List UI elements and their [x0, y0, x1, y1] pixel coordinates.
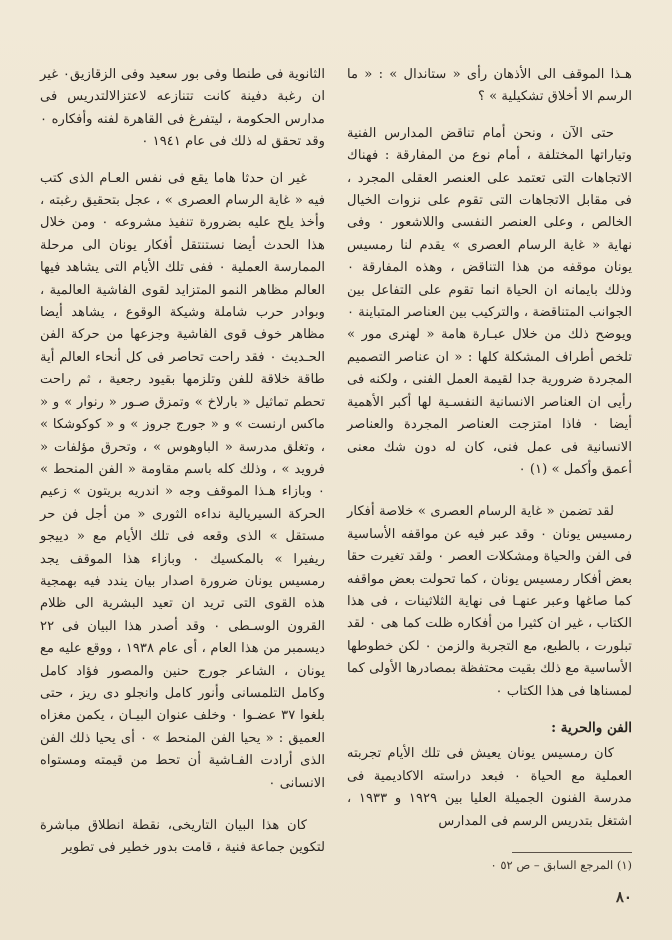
right-paragraph-1: هـذا الموقف الى الأذهان رأى « ستاندال » : « ما الرسم الا أخلاق تشكيلية » ؟ [347, 67, 632, 105]
right-column [347, 64, 632, 853]
footnote: (١) المرجع السابق – ص ٥٢ ٠ [490, 858, 632, 872]
section-heading: الفن والحرية : [551, 719, 632, 736]
left-paragraph-1: الثانوية فى طنطا وفى بور سعيد وفى الزقازيق٠ غير ان رغبة دفينة كانت تتنازعه لاعتزالالتدريس فى مدارس الحكومة ، ليتفرغ فى القاهرة لفنه وأفكاره ٠ وقد تحقق له ذلك فى عام ١٩٤١ ٠ [40, 67, 325, 150]
page-number: ٨٠ [615, 888, 632, 906]
footnote-divider [512, 852, 632, 853]
left-paragraph-3: كان هذا البيان التاريخى، نقطة انطلاق مباشرة لتكوين جماعة فنية ، قامت بدور خطير فى تطوير [40, 818, 325, 856]
left-column [40, 64, 325, 880]
right-paragraph-2: حتى الآن ، ونحن أمام تناقض المدارس الفنية وتياراتها المختلفة ، أمام نوع من المفارقة : فهناك الاتجاهات التى تعتمد على العنصر العقلى المجرد ، فى مقابل الاتجاهات التى تقوم على نزوات الخيال الخالص ، وعلى العنصر النفسى واللاشعور ٠ وفى نهاية « غاية الرسام العصرى » يقدم لنا رمسيس يونان موقفه من هذا التناقض ، وهذه المفارقة ٠ وذلك بايمانه ان الحياة انما تقوم على التفاعل بين الجوانب المتناقضة ، والتركيب بين العناصر المتباينة ٠ ويوضح ذلك من خلال عبـارة هامة « لهنرى مور » تلخص أطراف المشكلة كلها : « ان عناصر التصميم المجردة ضرورية جدا لقيمة العمل الفنى ، ولكنه فى رأيى ان العناصر الانسانية النفسـية لها أكبر الأهمية أيضا ٠ فاذا امتزجت العناصر المجردة والعناصر الانسانية فى عمل فنى، كان له دون شك معنى أعمق وأكمل » (١) ٠ [347, 125, 632, 477]
right-paragraph-3: لقد تضمن « غاية الرسام العصرى » خلاصة أفكار رمسيس يونان ٠ وقد عبر فيه عن مواقفه الأساسية فى الفن والحياة ومشكلات العصر ٠ ولقد تغيرت حقا بعض أفكار رمسيس يونان ، كما تحولت بعض مواقفه كما صاغها وعبر عنهـا فى نهاية الثلاثينات ، فى هذا الكتاب ، غير ان كثيرا من أفكاره ظلت كما هى ٠ لقد تبلورت ، بالطبع، مع التجربة والزمن ٠ لكن خطوطها الأساسية مع ذلك بقيت محتفظة بمصادرها الأولى كما لمسناها فى هذا الكتاب ٠ [347, 504, 632, 699]
left-paragraph-2: غير ان حدثا هاما يقع فى نفس العـام الذى كتب فيه « غاية الرسام العصرى » ، عجل بتحقيق رغبته ، وأخذ يلح عليه بضرورة تنفيذ مشروعه ٠ ومن خلال هذا الحدث أيضا نستنتقل أفكار يونان الى مرحلة الممارسة العملية ٠ ففى تلك الأيام التى يشاهد فيها العالم مظاهر النمو المتزايد لقوى الفاشية العالمية ، وبوادر حرب شاملة وشيكة الوقوع ، يشاهد أيضا مظاهر خوف قوى الفاشية وجزعها من حركة الفن الحـديث ٠ فقد راحت تحاصر فى كل أنحاء العالم أية طاقة خلاقة للفن وتلزمها بقيود رجعية ، ثم راحت تحطم تماثيل « بارلاخ » وتمزق صـور « رنوار » و « ماكس ارنست » و « جورج جروز » و « كوكوشكا » ، وتغلق مدرسة « الباوهوس » ، وتحرق مؤلفات « فرويد » ، وذلك كله باسم مقاومة « الفن المنحط » ٠ وبازاء هـذا الموقف وجه « اندريه بريتون » زعيم الحركة السيريالية نداءه الثورى « من أجل فن حر مستقل » الذى وقعه فى تلك الأيام مع « دييجو ريفيرا » بالمكسيك ٠ وبازاء هذا الموقف يجد رمسيس يونان ضرورة اصدار بيان يندد فيه بهمجية هذه القوى التى تريد ان تعيد البشرية الى ظلام القرون الوسـطى ٠ وقد أصدر هذا البيان فى ٢٢ ديسمبر من هذا العام ، أى عام ١٩٣٨ ، ووقع عليه مع يونان ، الشاعر جورج حنين والمصور فؤاد كامل وكامل التلمسانى وأنور كامل وانجلو دى ريز ، حتى بلغوا ٣٧ عضـوا ٠ وخلف عنوان البيـان ، يكمن مغزاه العميق : « يحيا الفن المنحط » ٠ أى يحيا ذلك الفن الذى أرادت الفـاشية أن تحط من قيمته ومستواه الانسانى ٠ [40, 170, 326, 791]
right-paragraph-4: كان رمسيس يونان يعيش فى تلك الأيام تجربته العملية مع الحياة ٠ فبعد دراسته الاكاديمية فى مدرسة الفنون الجميلة العليا بين ١٩٢٩ و ١٩٣٣ ، اشتغل بتدريس الرسم فى المدارس [347, 746, 632, 829]
